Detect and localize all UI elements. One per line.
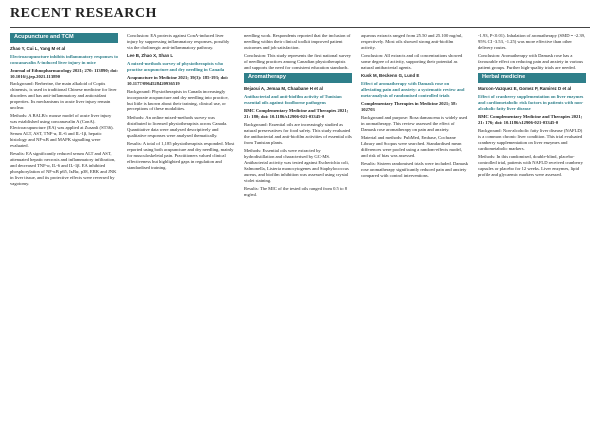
article-methods: Methods: Essential oils were extracted by hydrodistillation and characterised by GC-MS. Antibacterial activity was tested against Escherichia coli, Salmonella, Listeria monocytogenes and Staphylococcus aureus, and biofilm inhibition was assessed using crystal violet staining. (244, 148, 349, 183)
article-background: Background: Non-alcoholic fatty liver disease (NAFLD) is a common chronic liver condition. This trial evaluated cranberry supplementation on liver enzymes and cardiometabolic markers. (478, 127, 583, 151)
article-methods: Methods: A BALB/c mouse model of acute liver injury was established using concanavalin A (ConA). Electroacupuncture (EA) was applied at Zusanli (ST36). Serum ALT, AST, TNF-α, IL-6 and IL-1β, hepatic histology and NF-κB and MAPK signalling were evaluated. (10, 113, 114, 148)
page-title: RECENT RESEARCH (10, 6, 157, 21)
article-authors: Lee B, Zhao X, Shan L (127, 53, 174, 59)
section-heading: Aromatherapy (244, 73, 352, 83)
article-conclusion: Conclusion: This study represents the first national survey of needling practices among Canadian physiotherapists and supports the need for consistent education standards. (244, 53, 351, 71)
article-results: Results: EA significantly reduced serum ALT and AST, attenuated hepatic necrosis and inflammatory infiltration, and decreased TNF-α, IL-6 and IL-1β. EA inhibited phosphorylation of NF-κB p65, IκBα, p38, ERK and JNK in liver tissue, and its protective effects were reversed by vagotomy. (10, 151, 117, 186)
article-title[interactable]: A mixed-methods survey of physiotherapists who practise acupuncture and dry needling in Canada (127, 61, 225, 73)
section-heading: Acupuncture and TCM (10, 33, 118, 43)
article-authors: Marcon-Vazquez E, Gomez P, Ramirez D et al (478, 86, 572, 92)
article-conclusion: Conclusion: Aromatherapy with Damask rose has a favourable effect on reducing pain and anxiety in various patient groups. Further high-quality trials are needed. (478, 53, 584, 71)
article-authors: Kusk M, Beckenn G, Lund E (361, 73, 420, 79)
column-3 (244, 33, 352, 200)
article-results: Results: A total of 1,185 physiotherapists responded. Most reported using both acupuncture and dry needling, mainly for musculoskeletal pain. Practitioners valued clinical effectiveness but highlighted gaps in regulation and standardised training. (127, 141, 235, 170)
article-title[interactable]: Effect of aromatherapy with Damask rose on alleviating pain and anxiety: a systematic review and meta-analysis of randomised controlled trials (361, 81, 465, 99)
article-conclusion: Conclusion: EA protects against ConA-induced liver injury by suppressing inflammatory responses, possibly via the cholinergic anti-inflammatory pathway. (127, 33, 230, 50)
column-5 (478, 33, 586, 180)
header-divider (10, 27, 590, 28)
article-text: -1.93, P<0.01). Inhalation of aromatherapy (SMD = -2.39, 95% CI -3.53, -1.25) was more effective than other delivery routes. (478, 33, 586, 50)
article-methods: Methods: An online mixed-methods survey was distributed to licensed physiotherapists across Canada. Quantitative data were analysed descriptively and qualitative responses were analysed thematically. (127, 114, 228, 138)
article-methods: Material and methods: PubMed, Embase, Cochrane Library and Scopus were searched. Standardised mean differences were pooled using a random-effects model, and risk of bias was assessed. (361, 135, 462, 158)
article-authors: Bejaoui A, Jemaa M, Chaabane H et al (244, 86, 323, 92)
article-background: Background: Physiotherapists in Canada increasingly incorporate acupuncture and dry needling into practice, but little is known about their training, clinical use, or perceptions of these modalities. (127, 88, 229, 112)
article-results: Results: The MIC of the tested oils ranged from 0.5 to 8 mg/ml. (244, 185, 348, 197)
column-1 (10, 33, 118, 189)
article-text: needling work. Respondents reported that the inclusion of needling within their clinical toolkit improved patient outcomes and job satisfaction. (244, 33, 351, 50)
article-title[interactable]: Electroacupuncture inhibits inflammatory responses to concanavalin A-induced liver injury in mice (10, 53, 118, 65)
section-heading: Herbal medicine (478, 73, 586, 83)
article-authors: Zhao Y, Cui L, Yang M et al (10, 45, 66, 51)
article-background: Background: Berberine, the main alkaloid of Coptis chinensis, is used in traditional Chinese medicine for liver disorders and has anti-inflammatory and antioxidant properties. Its mechanisms in acute liver injury remain unclear. (10, 81, 117, 111)
article-conclusion: Conclusion: All extracts and oil concentrations showed some degree of activity, supporting their potential as natural antibacterial agents. (361, 53, 463, 71)
article-methods: Methods: In this randomised, double-blind, placebo-controlled trial, patients with NAFLD received cranberry capsules or placebo for 12 weeks. Liver enzymes, lipid profile and glycaemic markers were assessed. (478, 153, 583, 177)
article-text: aqueous extracts ranged from 25.50 and 25.100 mg/ml, respectively. Most oils showed strong anti-biofilm activity. (361, 33, 463, 50)
article-title[interactable]: Antibacterial and anti-biofilm activity of Tunisian essential oils against foodborne pathogens (244, 94, 342, 106)
article-journal: Journal of Ethnopharmacology 2021; 270: 113890; doi: 10.1016/j.jep.2021.113890 (10, 67, 118, 79)
article-results: Results: Sixteen randomised trials were included. Damask rose aromatherapy significantly reduced pain and anxiety compared with control interventions. (361, 161, 469, 179)
column-2 (127, 33, 235, 173)
header (10, 6, 157, 28)
column-4 (361, 33, 469, 181)
article-background: Background: Essential oils are increasingly studied as natural preservatives for food safety. This study evaluated the antibacterial and anti-biofilm activities of essential oils from Tunisian plants. (244, 121, 352, 145)
article-title[interactable]: Effect of cranberry supplementation on liver enzymes and cardiometabolic risk factors in patients with non-alcoholic fatty liver disease (478, 94, 584, 112)
article-journal: Complementary Therapies in Medicine 2021; 58: 102703 (361, 101, 457, 112)
article-journal: Acupuncture in Medicine 2021; 39(3): 185-193; doi: 10.1177/0964528420936519 (127, 74, 229, 86)
article-journal: BMC Complementary Medicine and Therapies 2021; 21: 176; doi: 10.1186/s12906-021-03345-0 (478, 113, 583, 125)
article-background: Background and purpose: Rosa damascena is widely used in aromatherapy. This review assessed the effect of Damask rose aromatherapy on pain and anxiety. (361, 114, 468, 132)
article-journal: BMC Complementary Medicine and Therapies 2021; 21: 180; doi: 10.1186/s12906-021-03345-0 (244, 108, 349, 119)
